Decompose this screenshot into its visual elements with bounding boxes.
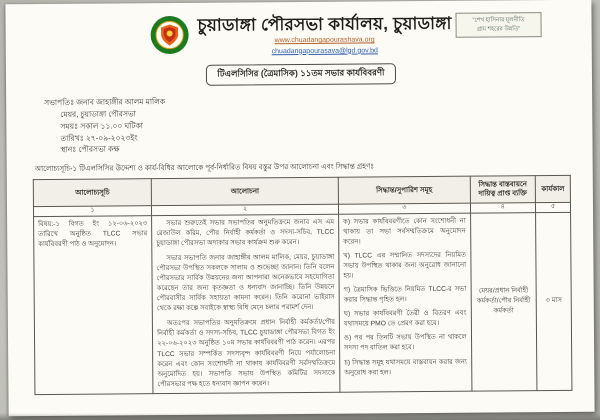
decision-item-4: ঘ) সভার কার্যবিবরণী তৈরী ও বিতরণ এবং যথাসময়ে PMO তে প্রেরণ করা হবে। [343, 310, 467, 329]
column-number-2: ২ [152, 204, 339, 215]
municipality-seal-icon [149, 15, 189, 55]
responsible-person-cell: মেয়র/প্রধান নির্বাহী কর্মকর্তা/পৌর নির্বাহী কর্মকর্তা [470, 213, 537, 391]
meeting-date: তারিখঃ ২৭-০৯-২০২৩ইং [60, 132, 138, 143]
meeting-time: সময়ঃ সকাল ১১.০০ ঘটিকা [60, 121, 144, 131]
timeframe-cell: ৩ মাস [536, 212, 572, 390]
agenda-item-cell: বিষয়:-১ বিগত ইং ১২-০৬-২০২৩ তারিখে অনুষ্ঠিত TLCC সভার কার্যবিবরণী পাঠ ও অনুমোদন। [34, 216, 154, 395]
column-number-3: ৩ [338, 203, 470, 214]
decision-item-3: গ) ত্রৈমাসিক ভিত্তিতে নিয়মিত TLCC-র সভা করার সিদ্ধান্ত গৃহিত হল। [343, 285, 467, 304]
document-page [5, 0, 594, 416]
decision-item-1: ক) সভার কার্যবিবরণীতে কোন সংশোধনী না থাকায় তা সভা সর্বসম্মতিক্রমে অনুমোদন করেন। [343, 217, 466, 246]
scan-shadow-edge [0, 413, 600, 420]
slogan-line-1: "শেখ হাসিনার মূলনীতি [472, 17, 525, 24]
organization-title: চুয়াডাঙ্গা পৌরসভা কার্যালয়, চুয়াডাঙ্গা [197, 13, 452, 35]
column-number-5: ৫ [536, 203, 571, 213]
header-responsible-column: সিদ্ধান্ত বাস্তবায়নে দায়িত্ব প্রাপ্ত ব্যক্তি [470, 176, 536, 204]
column-number-1: ১ [33, 206, 151, 217]
meeting-venue: স্থানঃ পৌরসভা কক্ষ [60, 144, 120, 155]
slogan-box [455, 12, 541, 38]
agenda-heading: আলোচ্যসূচি-১ টিএলসিসির উদ্দেশ্য ও কার্য-বিধির আলোকে পূর্ব-নির্ধারিত বিষয় বস্তুর উপর আলোচনা এবং সিদ্ধান্ত গ্রহণঃ [34, 161, 375, 174]
email-link: chuadangapourasava@lgd.gov.bd [271, 47, 378, 55]
document-header [31, 8, 569, 59]
table-row [34, 212, 572, 394]
discussion-cell [152, 214, 340, 393]
header-timeframe-column: কার্যকাল [535, 175, 570, 202]
website-link: www.chuadangapourashava.org [274, 36, 375, 45]
column-number-4: ৪ [470, 203, 536, 213]
meeting-chair-designation: মেয়র, চুয়াডাঙ্গা পৌরসভা [60, 109, 136, 119]
meeting-info [44, 93, 570, 156]
header-agenda-column: আলোচ্যসূচি [33, 179, 151, 207]
discussion-paragraph-3: অতঃপর সভাপতির অনুমতিক্রমে প্রধান নির্বাহী কর্মকর্তা/পৌর নির্বাহী কর্মকর্তা ও সদস্য-সচিব, TLCC চুয়াডাঙ্গা পৌরসভা বিগত ইং ২২-০৬-২০২৩ অনুষ্ঠিত ১০ম সভার কার্যবিবরণী পাঠ করেন। এরপর TLCC সভার সম্পর্কিত সদস্যবৃন্দ কার্যবিবরণী নিয়ে পর্যালোচনা করেন এবং কোন সংশোধনী না থাকায় কার্যবিবরণী সর্বসম্মতিক্রমে অনুমোদিত হয়। সভাপতি সভায় উপস্থিত কমিটির সদস্যকে পৌরসভার পক্ষ হতে ধন্যবাদ জ্ঞাপন করেন। [157, 319, 336, 388]
decision-item-2: খ) TLCC এর সম্মানিত সদস্যদের নিয়মিত সভায় উপস্থিত থাকার জন্য অনুরোধ জানানো হয়। [343, 251, 467, 280]
meeting-chairperson: সভাপতিঃ জনাব জাহাঙ্গীর আলম মালিক [44, 97, 166, 108]
header-decisions-column: সিদ্ধান্ত/সুপারিশ সমূহ [338, 176, 470, 204]
minutes-table [33, 175, 573, 395]
table-header-row [33, 175, 570, 206]
document-title: টিএলসিসির (ত্রৈমাসিক) ১১তম সভার কার্যবিবরণী [206, 63, 395, 85]
discussion-paragraph-2: সভার সভাপতি জনাব জাহাঙ্গীর আলম মালিক, মেয়র, চুয়াডাঙ্গা পৌরসভা উপস্থিত সকলকে সালাম ও শুভেচ্ছা জানান। তিনি বলেন পৌরসভার সার্বিক উন্নয়নের জন্য আপনারা অনেকভাবে সহযোগিতা করেছেন তার জন্য কৃতজ্ঞতা ও ধন্যবাদ জানাচ্ছি। তিনি উন্নয়নে পৌরবাসীর সার্বিক সহায়তা কামনা করেন। তিনি করোনা ভাইরাস থেকে রক্ষা কল্পে সবাইকে স্বাস্থ্য বিধি মেনে চলার পরামর্শ দেন। [156, 253, 335, 313]
discussion-paragraph-1: সভার শুরুতেই সভার সভাপতির অনুমতিক্রমে জনাব এস এম রেজাউল করিম, পৌর নির্বাহী কর্মকর্তা ও সদস্য-সচিব, TLCC চুয়াডাঙ্গা পৌরসভা অদ্যকার সভার কার্যক্রম শুরু করেন। [156, 218, 335, 248]
header-center [197, 9, 452, 58]
header-discussion-column: আলোচনা [151, 177, 338, 206]
decision-item-5: ঙ) পর পর তিনটি সভায় উপস্থিত না থাকলে সদস্য পদ বাতিল করা হবে। [344, 334, 467, 353]
decision-item-6: চ) সিদ্ধান্ত সমূহ যথাসময়ে বাস্তবায়ন করার জন্য অনুরোধ করা হল। [344, 358, 467, 377]
slogan-line-2: গ্রাম শহরের উন্নতি" [476, 25, 521, 33]
decisions-cell [339, 213, 472, 392]
